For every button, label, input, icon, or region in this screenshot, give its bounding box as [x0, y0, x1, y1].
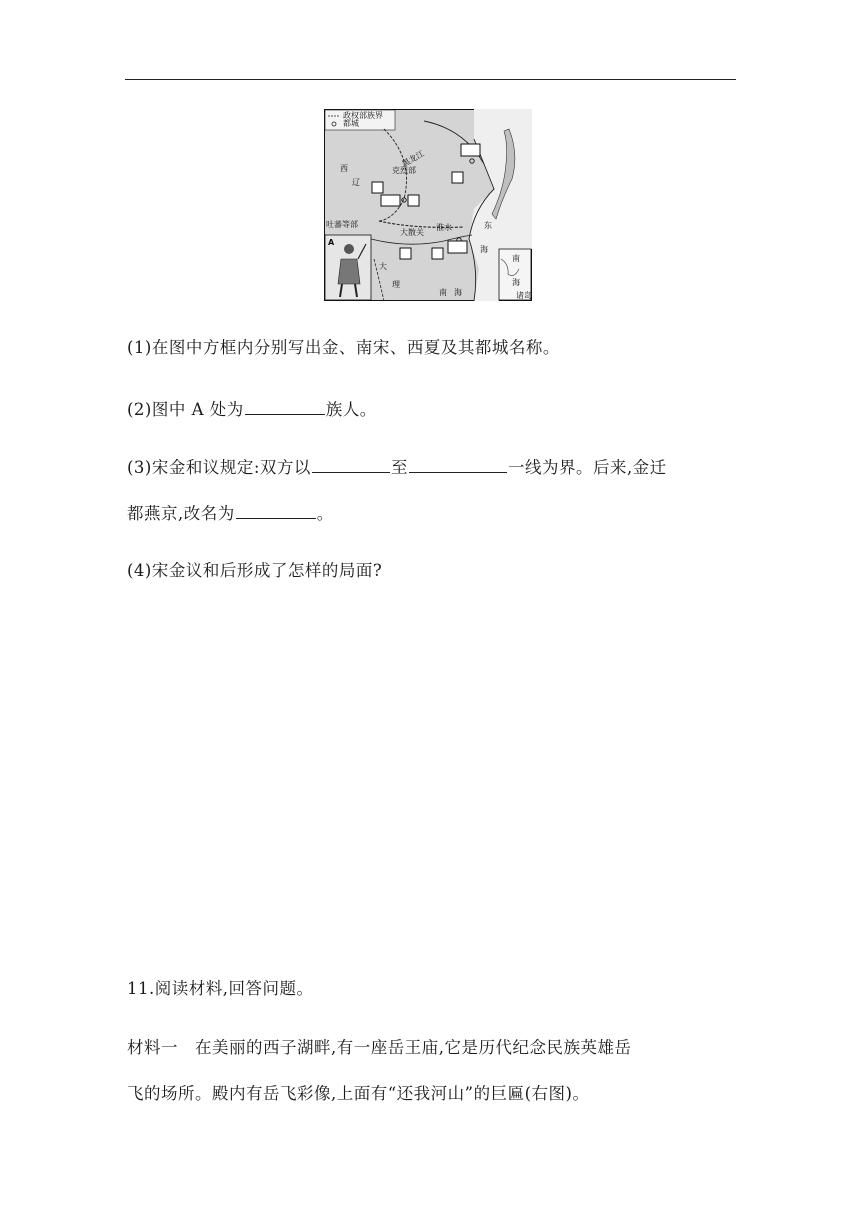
inset-foot: 诸岛 [516, 291, 532, 300]
inset-nan: 南 [512, 254, 520, 263]
question-4: (4)宋金议和后形成了怎样的局面? [127, 561, 383, 580]
question-3-part-1: (3)宋金和议规定:双方以 [127, 458, 311, 477]
label-hai: 海 [480, 245, 488, 254]
answer-box[interactable] [448, 241, 467, 253]
answer-box[interactable] [400, 248, 411, 259]
question-11-title: 11.阅读材料,回答问题。 [127, 979, 314, 998]
question-3-part-3: 一线为界。后来,金迁 [507, 458, 667, 477]
question-3-line-1 [127, 454, 667, 478]
answer-blank[interactable] [245, 398, 325, 415]
material-1-line-2: 飞的场所。殿内有岳飞彩像,上面有“还我河山”的巨匾(右图)。 [127, 1084, 590, 1103]
header-rule [125, 79, 736, 80]
label-dali-1: 大 [379, 262, 387, 271]
question-1: (1)在图中方框内分别写出金、南宋、西夏及其都城名称。 [127, 338, 560, 357]
label-dali-2: 理 [392, 280, 400, 289]
answer-box[interactable] [461, 144, 480, 156]
inset-hai: 海 [512, 278, 520, 287]
label-river: 黑龙江 [400, 148, 426, 169]
label-huaishui: 淮水 [436, 223, 452, 232]
answer-box[interactable] [372, 182, 383, 193]
question-3-line-2-before: 都燕京,改名为 [127, 504, 235, 523]
answer-blank[interactable] [312, 456, 390, 473]
label-nanhai-2: 海 [454, 288, 462, 297]
answer-box[interactable] [452, 172, 463, 183]
label-dong: 东 [484, 221, 492, 230]
label-marker-a: A [328, 238, 335, 247]
question-2 [127, 396, 377, 420]
label-dasan: 大散关 [400, 228, 424, 237]
legend-boundary: 政权部族界 [343, 111, 383, 120]
question-2-before: (2)图中 A 处为 [127, 400, 244, 419]
answer-blank[interactable] [409, 456, 507, 473]
answer-box[interactable] [432, 248, 443, 259]
legend-capital: 都城 [343, 119, 359, 128]
label-nanhai-1: 南 [439, 288, 447, 297]
question-3-part-2: 至 [390, 458, 408, 477]
answer-box[interactable] [381, 195, 400, 206]
song-jin-map [324, 109, 532, 301]
label-tubo: 吐蕃等部 [326, 220, 358, 229]
label-liao-2: 辽 [352, 178, 360, 187]
label-kelie: 克烈部 [392, 166, 416, 175]
question-2-after: 族人。 [325, 400, 377, 419]
material-1-line-1: 材料一 在美丽的西子湖畔,有一座岳王庙,它是历代纪念民族英雄岳 [127, 1038, 632, 1057]
answer-blank[interactable] [236, 502, 316, 519]
label-liao-1: 西 [340, 164, 348, 173]
answer-box[interactable] [408, 195, 419, 206]
question-3-line-2-after: 。 [316, 504, 334, 523]
question-3-line-2 [127, 500, 334, 524]
